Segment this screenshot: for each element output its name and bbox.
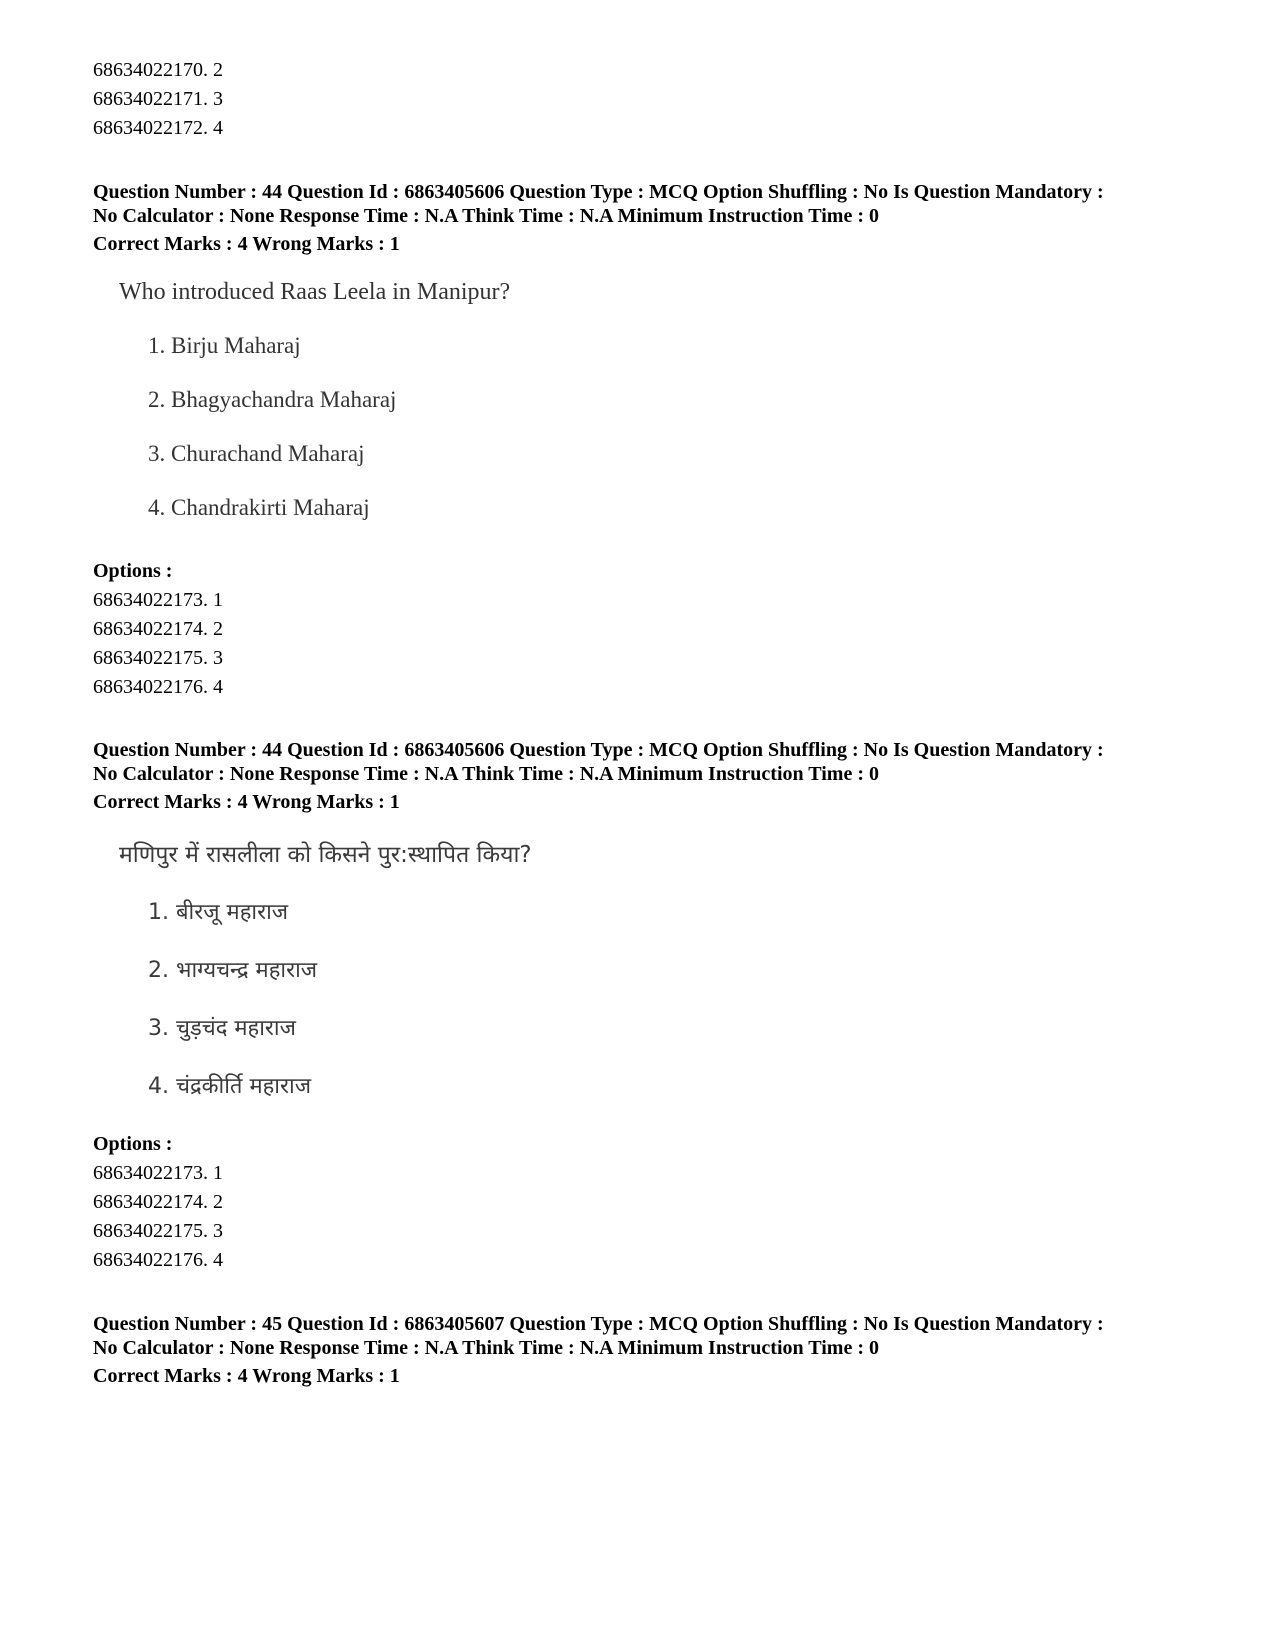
question-header bbox=[93, 180, 1213, 256]
options-label: Options : bbox=[93, 1133, 173, 1155]
option-line: 68634022173. 1 bbox=[93, 1162, 223, 1184]
options-list bbox=[93, 1130, 1213, 1275]
question-text: मणिपुर में रासलीला को किसने पुर:स्थापित किया? bbox=[119, 842, 532, 868]
previous-options-list bbox=[93, 56, 1213, 143]
question-body bbox=[93, 277, 993, 523]
question-choice: 4. चंद्रकीर्ति महाराज bbox=[148, 1074, 312, 1099]
question-header bbox=[93, 738, 1213, 814]
option-line: 68634022173. 1 bbox=[93, 589, 223, 611]
option-line: 68634022175. 3 bbox=[93, 1220, 223, 1242]
question-meta-line: Question Number : 45 Question Id : 6863405607 Question Type : MCQ Option Shuffling : No Is Question Mandatory : bbox=[93, 1313, 1104, 1335]
question-choice: 3. चुड़चंद महाराज bbox=[148, 1016, 296, 1041]
option-line: 68634022172. 4 bbox=[93, 117, 223, 139]
question-meta-line: Question Number : 44 Question Id : 6863405606 Question Type : MCQ Option Shuffling : No Is Question Mandatory : bbox=[93, 181, 1104, 203]
question-choice: 1. बीरजू महाराज bbox=[148, 900, 289, 925]
option-line: 68634022176. 4 bbox=[93, 676, 223, 698]
options-label: Options : bbox=[93, 560, 173, 582]
question-text: Who introduced Raas Leela in Manipur? bbox=[119, 279, 511, 305]
question-meta-line: Question Number : 44 Question Id : 6863405606 Question Type : MCQ Option Shuffling : No Is Question Mandatory : bbox=[93, 739, 1104, 761]
option-line: 68634022171. 3 bbox=[93, 88, 223, 110]
question-marks: Correct Marks : 4 Wrong Marks : 1 bbox=[93, 233, 400, 255]
question-body-hindi bbox=[93, 840, 993, 1102]
question-choice: 3. Churachand Maharaj bbox=[148, 441, 365, 466]
question-marks: Correct Marks : 4 Wrong Marks : 1 bbox=[93, 1365, 400, 1387]
question-choice: 1. Birju Maharaj bbox=[148, 333, 301, 358]
question-meta-line: No Calculator : None Response Time : N.A Think Time : N.A Minimum Instruction Time : 0 bbox=[93, 1337, 879, 1359]
question-choice: 2. भाग्यचन्द्र महाराज bbox=[148, 958, 318, 983]
option-line: 68634022174. 2 bbox=[93, 1191, 223, 1213]
question-header bbox=[93, 1312, 1213, 1388]
question-marks: Correct Marks : 4 Wrong Marks : 1 bbox=[93, 791, 400, 813]
option-line: 68634022175. 3 bbox=[93, 647, 223, 669]
question-choice: 2. Bhagyachandra Maharaj bbox=[148, 387, 397, 412]
question-meta-line: No Calculator : None Response Time : N.A Think Time : N.A Minimum Instruction Time : 0 bbox=[93, 205, 879, 227]
option-line: 68634022174. 2 bbox=[93, 618, 223, 640]
question-choice: 4. Chandrakirti Maharaj bbox=[148, 495, 370, 520]
option-line: 68634022170. 2 bbox=[93, 59, 223, 81]
question-meta-line: No Calculator : None Response Time : N.A Think Time : N.A Minimum Instruction Time : 0 bbox=[93, 763, 879, 785]
options-list bbox=[93, 557, 1213, 702]
option-line: 68634022176. 4 bbox=[93, 1249, 223, 1271]
